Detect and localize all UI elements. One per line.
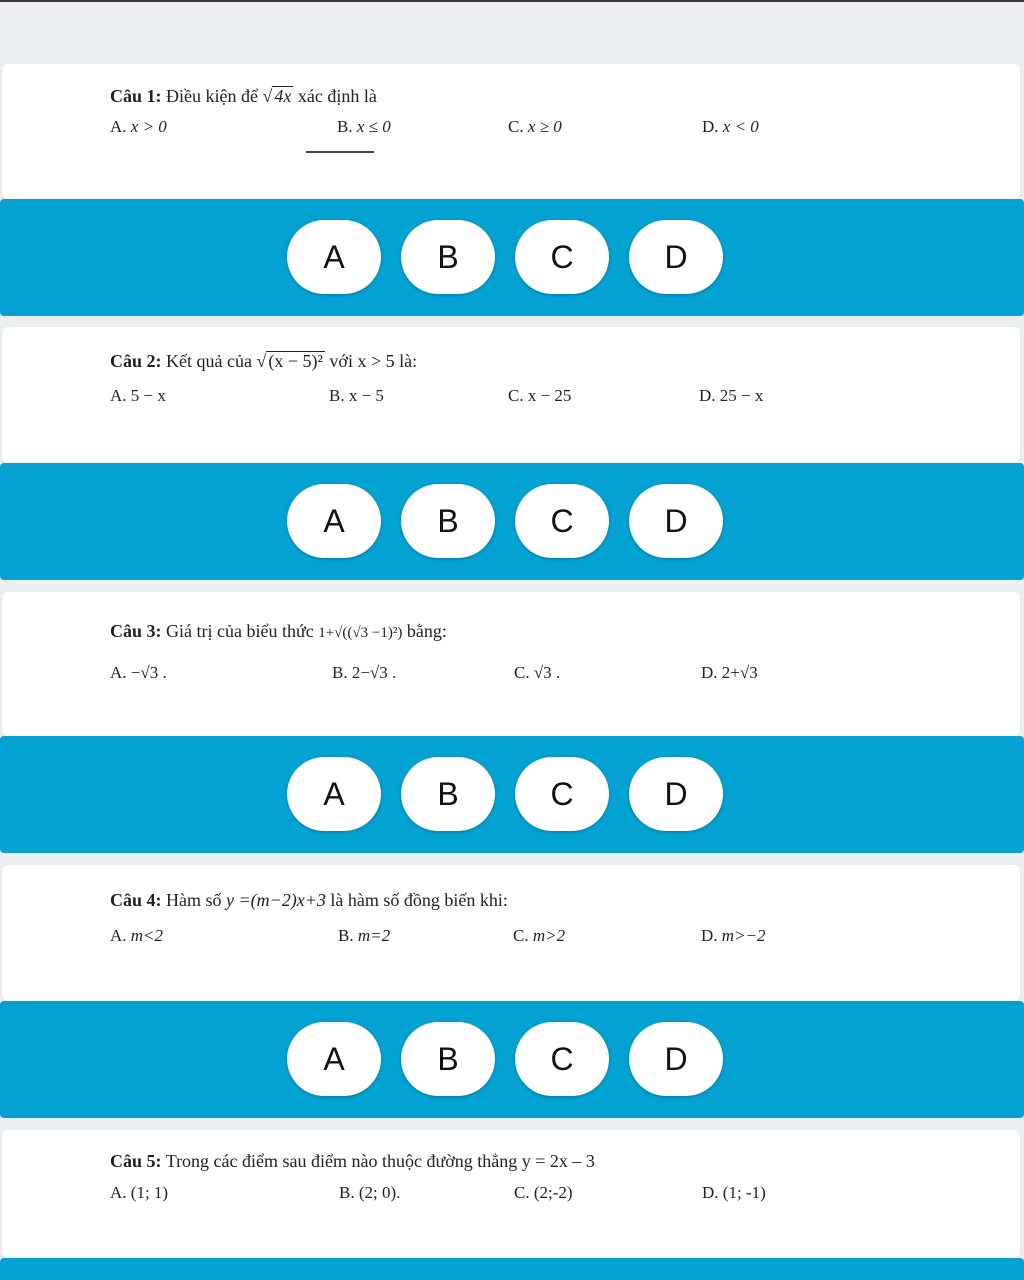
question-label: Câu 3: — [110, 621, 162, 641]
question-text: Kết quả của — [166, 351, 252, 371]
option-c: C. (2;-2) — [514, 1183, 573, 1202]
question-title — [110, 620, 447, 644]
question-label: Câu 4: — [110, 890, 162, 910]
option-a: A. x > 0 — [110, 117, 167, 136]
answer-bar-4 — [0, 1001, 1024, 1118]
answer-button-c[interactable]: C — [515, 757, 609, 831]
question-title — [110, 889, 508, 911]
question-card-4 — [2, 865, 1020, 1001]
question-label: Câu 5: — [110, 1151, 162, 1171]
question-text: Trong các điểm sau điểm nào thuộc đường thẳng y = 2x – 3 — [165, 1151, 595, 1171]
answer-button-b[interactable]: B — [401, 484, 495, 558]
option-a: A. 5 − x — [110, 386, 166, 405]
option-b: B. (2; 0). — [339, 1183, 401, 1202]
answer-button-c[interactable]: C — [515, 484, 609, 558]
option-d: D. x < 0 — [702, 117, 759, 136]
math-expression: y =(m−2)x+3 — [226, 890, 326, 910]
question-card-5 — [2, 1130, 1020, 1258]
question-label: Câu 2: — [110, 351, 162, 371]
option-d: D. (1; -1) — [702, 1183, 766, 1202]
question-title — [110, 1150, 595, 1172]
question-title — [110, 350, 417, 372]
answer-button-b[interactable]: B — [401, 220, 495, 294]
answer-button-d[interactable]: D — [629, 757, 723, 831]
answer-button-d[interactable]: D — [629, 484, 723, 558]
answer-bar-5 — [0, 1258, 1024, 1280]
option-underline — [306, 151, 374, 153]
math-expression: 1+√((√3 −1)²) — [318, 625, 403, 641]
option-d: D. 2+√3 — [701, 663, 758, 682]
answer-button-a[interactable]: A — [287, 757, 381, 831]
option-d: D. m>−2 — [701, 926, 766, 945]
sqrt-expression: √ 4x — [262, 86, 292, 106]
question-card-2 — [2, 327, 1020, 463]
option-b: B. 2−√3 . — [332, 663, 397, 682]
answer-button-c[interactable]: C — [515, 1022, 609, 1096]
option-c: C. x ≥ 0 — [508, 117, 562, 136]
option-b: B. m=2 — [338, 926, 391, 945]
option-b: B. x − 5 — [329, 386, 384, 405]
option-a: A. m<2 — [110, 926, 164, 945]
question-label: Câu 1: — [110, 86, 162, 106]
option-a: A. (1; 1) — [110, 1183, 169, 1202]
question-title — [110, 85, 377, 107]
question-text: Hàm số — [166, 890, 222, 910]
option-c: C. √3 . — [514, 663, 561, 682]
top-border — [0, 0, 1024, 2]
answer-bar-3 — [0, 736, 1024, 853]
answer-button-a[interactable]: A — [287, 484, 381, 558]
question-text-after: với x > 5 là: — [329, 351, 418, 371]
question-text: Giá trị của biểu thức — [166, 621, 314, 641]
question-text-after: bằng: — [406, 621, 447, 641]
answer-button-b[interactable]: B — [401, 757, 495, 831]
question-card-1 — [2, 64, 1020, 199]
option-a: A. −√3 . — [110, 663, 167, 682]
answer-button-c[interactable]: C — [515, 220, 609, 294]
question-text-after: là hàm số đồng biến khi: — [330, 890, 508, 910]
question-card-3 — [2, 592, 1020, 736]
answer-button-d[interactable]: D — [629, 220, 723, 294]
option-c: C. m>2 — [513, 926, 566, 945]
answer-button-b[interactable]: B — [401, 1022, 495, 1096]
option-d: D. 25 − x — [699, 386, 764, 405]
question-text-after: xác định là — [297, 86, 377, 106]
answer-button-d[interactable]: D — [629, 1022, 723, 1096]
sqrt-expression: √ (x − 5)² — [256, 351, 323, 371]
answer-bar-2 — [0, 463, 1024, 580]
option-c: C. x − 25 — [508, 386, 572, 405]
answer-button-a[interactable]: A — [287, 220, 381, 294]
option-b: B. x ≤ 0 — [337, 117, 391, 136]
question-text: Điều kiện để — [166, 86, 258, 106]
answer-bar-1 — [0, 199, 1024, 316]
answer-button-a[interactable]: A — [287, 1022, 381, 1096]
